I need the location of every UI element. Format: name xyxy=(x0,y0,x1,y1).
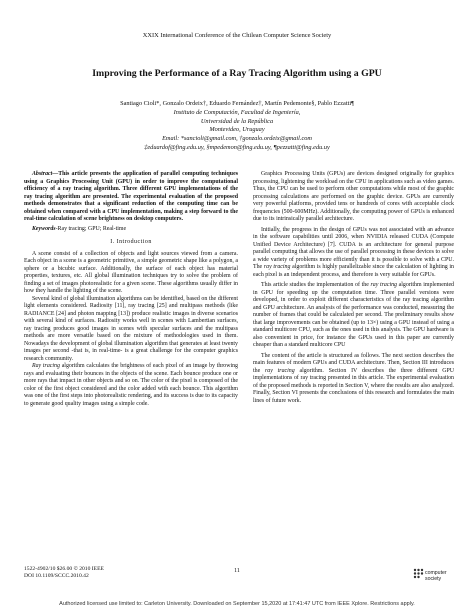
intro-p3-emphasis: Ray tracing xyxy=(32,363,60,369)
keywords xyxy=(24,226,238,234)
right-paragraph-3 xyxy=(253,282,454,350)
left-column xyxy=(24,171,238,408)
intro-paragraph-2: Several kind of global illumination algorithms can be identified, based on the different light elements considered. Radiosity [11], ray tracing [25] and multipass methods (like RADIANCE [24] and photon mapping [13]) produce realistic images in diverse scenarios with several kind of surfaces. Radiosity works well in scenes with Lambertian surfaces, ray tracing produces good images in scenes with specular surfaces and the multipass methods are more versatile based on the mixture of methodologies used in them. Nowadays the development of global illumination algorithm that generates at least twenty images per second -that is, in real-time- is a great challenge for the computer graphics research community. xyxy=(24,295,238,362)
abstract xyxy=(24,171,238,224)
abstract-lead: Abstract xyxy=(32,171,53,177)
license-notice: Authorized licensed use limited to: Carleton University. Downloaded on September 15,2020 at 17:41:47 UTC from IEEE Xplore. Restrictions apply. xyxy=(59,601,415,607)
email-line-2: ‡eduardof@fing.edu.uy, §mpedemon@fing.edu.uy, ¶pezzatti@fing.edu.uy xyxy=(144,143,330,151)
abstract-text: —This article presents the application of parallel computing techniques using a Graphics Processing Unit (GPU) in order to improve the computational efficiency of a ray tracing algorithm. Three different GPU implementations of the ray tracing algorithm are presented. The experimental evaluation of the proposed methods demonstrates that a significant reduction of the computing time can be obtained when compared with a CPU implementation, making a step forward to the real-time calculation of scene brightness on desktop computers. xyxy=(24,171,238,222)
ieee-computer-society-logo xyxy=(412,566,458,588)
right-p4-emphasis: ray tracing xyxy=(265,367,295,374)
keywords-lead: Keywords xyxy=(32,225,56,232)
affiliation-line-1: Instituto de Computación, Facultad de Ingeniería, xyxy=(173,108,301,116)
footer-isbn: 1522-4902/10 $26.00 © 2010 IEEE xyxy=(24,566,104,572)
author-block xyxy=(0,100,474,153)
right-p4-text-b: algorithm. Section IV describes the three different GPU implementations of ray tracing presented in this article. The experimental evaluation of the proposed methods is reported in Section V, where the results are also analyzed. Finally, Section VI presents the conclusions of this research and formulates the main lines of future work. xyxy=(253,367,455,404)
right-column xyxy=(253,171,454,405)
right-paragraph-1: Graphics Processing Units (GPUs) are devices designed originally for graphics processing, lightening the workload on the CPU in applications such as video games. Thus, the CPU can be used to perform other computations while most of the graphic processing calculations are performed on the graphic device. GPUs are currently very powerful platforms, provided tens or hundreds of cores with acceptable clock frequencies (500-600MHz). Additionally, the computing power of GPUs is enhanced due to its intrinsically parallel architecture. xyxy=(253,171,454,222)
intro-paragraph-1: A scene consist of a collection of objects and light sources viewed from a camera. Each object in a scene is a geometric primitive, a simple geometric shape like a polygon, a sphere or a bicubic surface. Additionally, the surface of each object has material properties, textures, etc. All global illumination techniques try to solve the problem of finding a set of images photorealistic for a given scene. These algorithms usually differ in how they handle the lighting of the scene. xyxy=(24,250,238,294)
right-p2-emphasis: ray tracing xyxy=(263,264,291,270)
conference-header: XXIX International Conference of the Chilean Computer Science Society xyxy=(142,32,332,39)
right-paragraph-2 xyxy=(253,227,454,280)
section-heading-introduction: I. Introduction xyxy=(110,239,152,245)
paper-title: Improving the Performance of a Ray Tracing Algorithm using a GPU xyxy=(92,68,382,79)
authors-line: Santiago Cioli*, Gonzalo Ordeix†, Eduardo Fernández†, Martín Pedemonte§, Pablo Ezzatti¶ xyxy=(120,100,354,107)
affiliation-line-3: Montevideo, Uruguay xyxy=(209,126,265,134)
right-p2-text-b: algorithm is highly parallelizable since the calculation of lighting in each pixel is an independent process, and therefore is very suitable for GPUs. xyxy=(253,264,454,278)
right-p3-emphasis: ray tracing xyxy=(370,282,398,288)
right-p2-text-a: Initially, the progress in the design of GPUs was not associated with an advance in the software capabilities until 2006, when NVIDIA released CUDA (Compute Unified Device Architecture) [7]. CUDA is an architecture for general purpose parallel computing that allows the use of parallel processing in these devices to solve a wide variety of problems more efficiently than it is possible to solve with a CPU. The xyxy=(253,226,454,270)
right-p4-text-a: The content of the article is structured as follows. The next section describes the main features of modern GPUs and CUDA architecture. Then, Section III introduces the xyxy=(253,352,454,374)
intro-p3-text: algorithm calculates the brightness of each pixel of an image by throwing rays and evaluating their bounces in the objects of the scene. Each bounce produce one or more rays that impact in other objects and so on. The color of the pixel is composed of the color of the first object considered and the color added with each bounce. This algorithm was one of the first steps into photorealistic rendering, and its success is due to its capacity to generate good quality images using a simple code. xyxy=(24,363,239,407)
intro-paragraph-3 xyxy=(24,363,238,408)
logo-text-line-2: society xyxy=(425,576,442,582)
logo-mark-icon xyxy=(412,566,458,588)
right-p3-text-b: algorithm implemented in GPU for speeding up the computation time. Three parallel versions were developed, in order to exploit different characteristics of the ray tracing algorithm and GPU architecture. An analysis of the performance was conducted, measuring the number of frames that could be calculated per second. The preliminary results show that large improvements can be obtained (up to 13×) using a GPU instead of using a standard multicore CPU, such as the ones used in this analysis. The GPU hardware is also convenient in price, for instance the GPUs used in this paper are currently cheaper than a standard multicore CPU xyxy=(253,282,454,348)
page-number: 11 xyxy=(234,568,240,574)
footer-doi: DOI 10.1109/SCCC.2010.42 xyxy=(24,573,89,579)
affiliation-line-2: Universidad de la República xyxy=(200,117,274,125)
right-p3-text-a: This article studies the implementation of the xyxy=(261,282,371,288)
keywords-text: -Ray tracing; GPU; Real-time xyxy=(55,225,127,232)
right-paragraph-4 xyxy=(253,353,454,406)
email-line-1: Email: *sancioli@gmail.com, †gonzalo.ordeix@gmail.com xyxy=(162,135,312,143)
logo-text-line-1: computer xyxy=(425,570,447,576)
